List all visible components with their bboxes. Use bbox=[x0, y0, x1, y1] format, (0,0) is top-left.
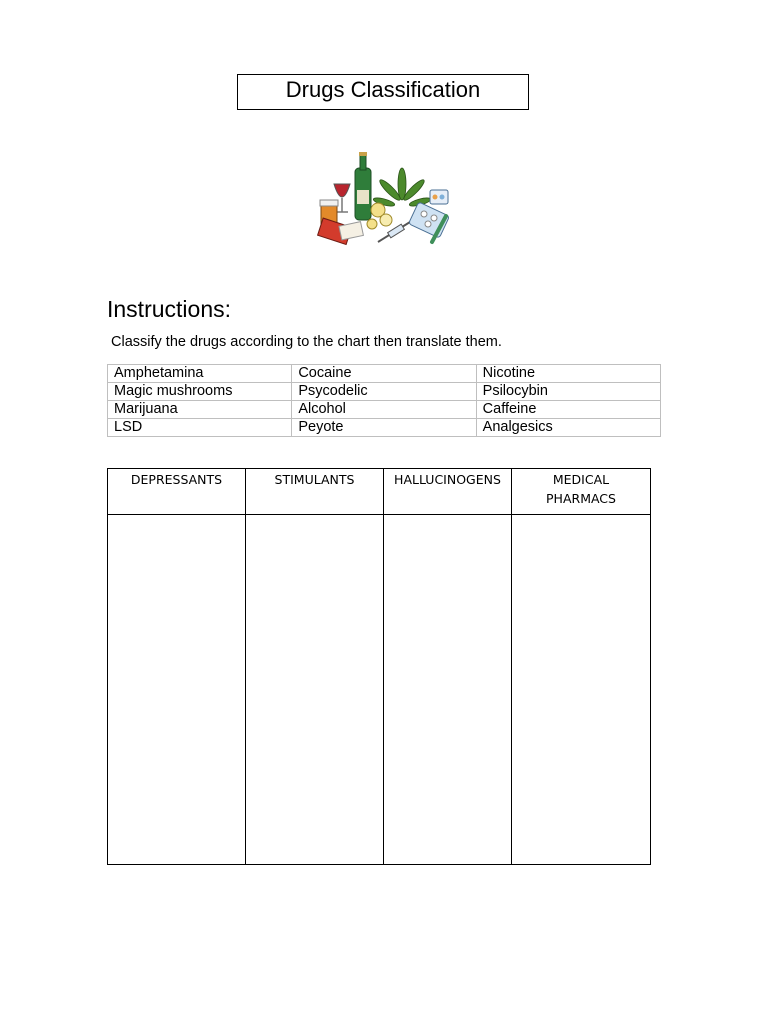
word-bank-table bbox=[107, 364, 661, 437]
word-cell: Magic mushrooms bbox=[108, 383, 292, 401]
header-hallucinogens: HALLUCINOGENS bbox=[384, 469, 512, 515]
answer-cell-stimulants[interactable] bbox=[246, 515, 384, 865]
table-row bbox=[108, 365, 661, 383]
word-cell: Caffeine bbox=[476, 401, 660, 419]
word-cell: Nicotine bbox=[476, 365, 660, 383]
instructions-text: Classify the drugs according to the chart then translate them. bbox=[111, 334, 502, 350]
chart-answer-row bbox=[108, 515, 651, 865]
word-cell: Amphetamina bbox=[108, 365, 292, 383]
answer-cell-depressants[interactable] bbox=[108, 515, 246, 865]
word-cell: Analgesics bbox=[476, 419, 660, 437]
answer-cell-hallucinogens[interactable] bbox=[384, 515, 512, 865]
word-cell: Cocaine bbox=[292, 365, 476, 383]
header-stimulants: STIMULANTS bbox=[246, 469, 384, 515]
instructions-heading: Instructions: bbox=[107, 296, 231, 322]
classification-chart bbox=[107, 468, 651, 865]
word-cell: Psilocybin bbox=[476, 383, 660, 401]
word-cell: Marijuana bbox=[108, 401, 292, 419]
drugs-illustration-icon bbox=[314, 150, 454, 254]
page-title: Drugs Classification bbox=[237, 74, 529, 110]
word-cell: Alcohol bbox=[292, 401, 476, 419]
word-cell: Peyote bbox=[292, 419, 476, 437]
word-cell: LSD bbox=[108, 419, 292, 437]
table-row bbox=[108, 383, 661, 401]
chart-header-row bbox=[108, 469, 651, 515]
header-depressants: DEPRESSANTS bbox=[108, 469, 246, 515]
table-row bbox=[108, 419, 661, 437]
drugs-illustration-svg bbox=[314, 150, 454, 254]
answer-cell-medical-pharmacs[interactable] bbox=[512, 515, 651, 865]
table-row bbox=[108, 401, 661, 419]
word-cell: Psycodelic bbox=[292, 383, 476, 401]
header-medical-pharmacs: MEDICAL PHARMACS bbox=[512, 469, 651, 515]
